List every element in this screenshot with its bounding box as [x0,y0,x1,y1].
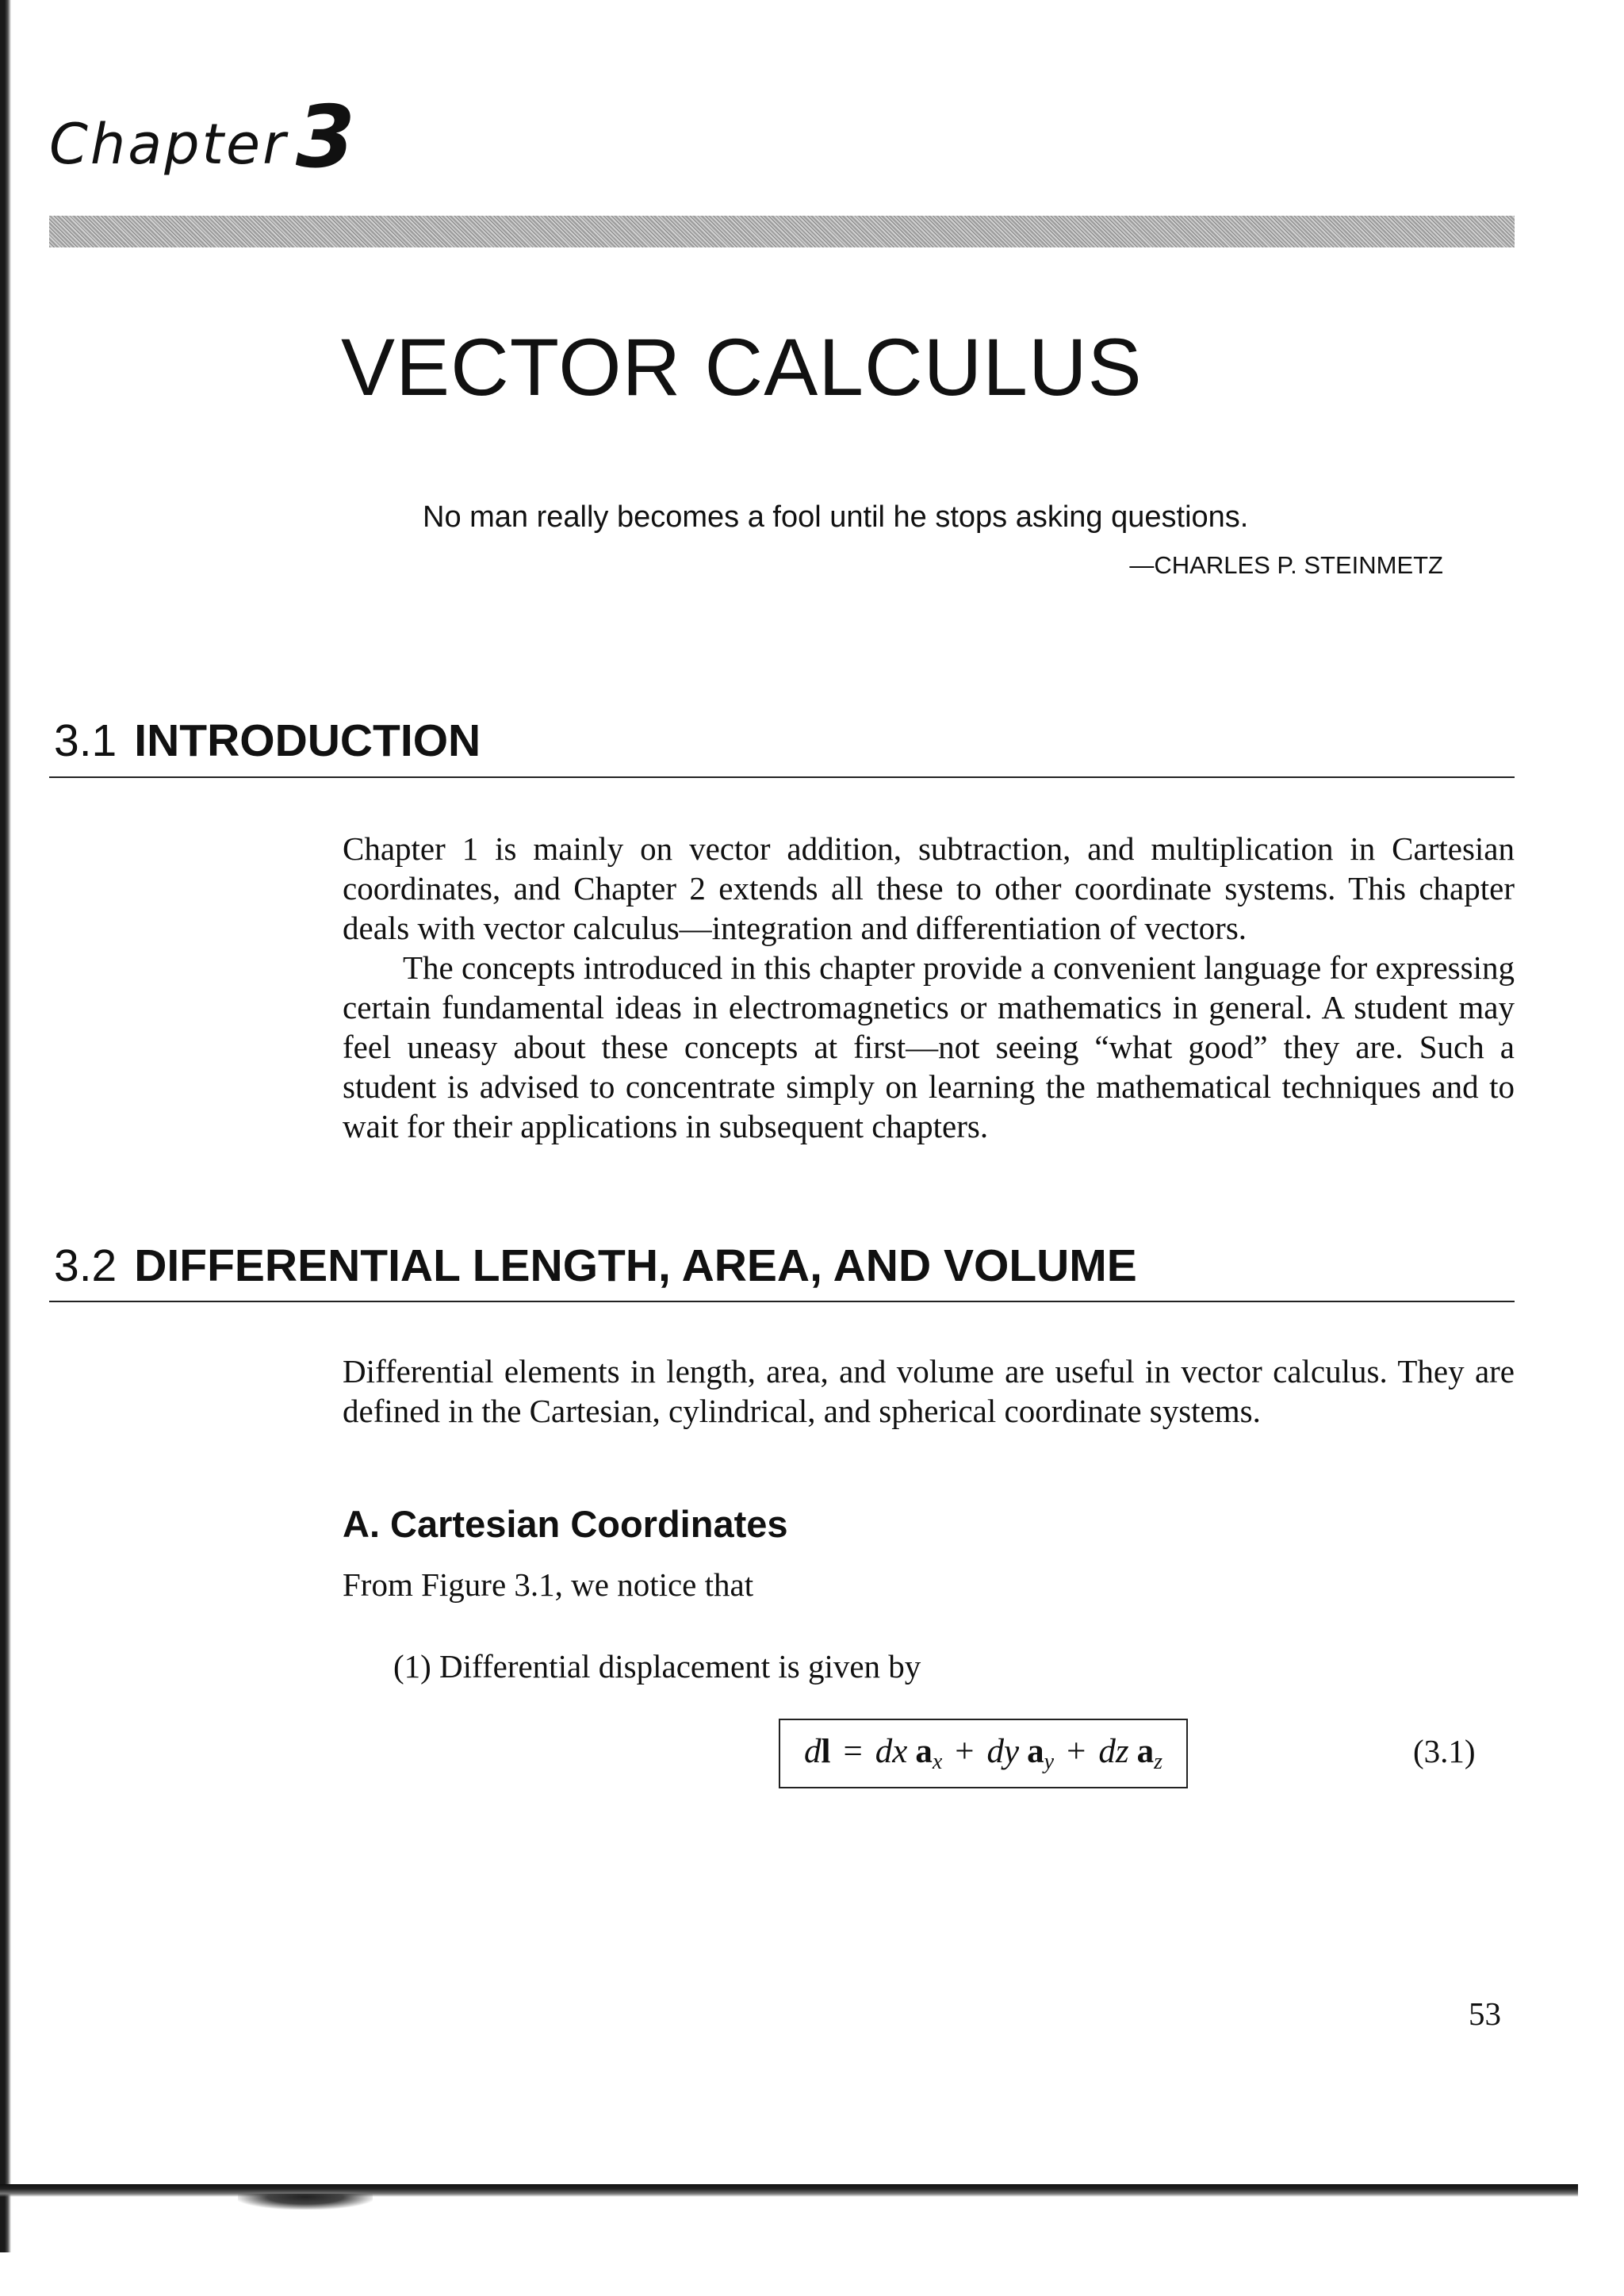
section-rule [49,1301,1515,1302]
lead-sentence: From Figure 3.1, we notice that [343,1566,754,1603]
page-edge-shadow [0,0,11,2252]
page-number: 53 [1469,1995,1501,2032]
section-number: 3.2 [54,1240,117,1291]
epigraph-author: —CHARLES P. STEINMETZ [1129,551,1443,579]
body-paragraph: Differential elements in length, area, and volume are useful in vector calculus. They are defined in the Cartesian, cylindrical, and spherical coordinate systems. [343,1353,1515,1429]
chapter-title: VECTOR CALCULUS [341,322,1143,412]
page-edge-shadow [238,2194,373,2210]
equation-number: (3.1) [1413,1733,1476,1769]
section-title: INTRODUCTION [134,715,481,766]
equation-box [779,1719,1188,1788]
page-edge-shadow [0,2184,1578,2197]
chapter-label-text: Chapter [49,112,288,177]
epigraph-quote: No man really becomes a fool until he stops asking questions. [423,500,1249,534]
section-heading-3-1 [54,715,481,766]
chapter-number: 3 [295,88,358,187]
section-heading-3-2 [54,1240,1137,1291]
section-number: 3.1 [54,715,117,766]
section-title: DIFFERENTIAL LENGTH, AREA, AND VOLUME [134,1240,1137,1291]
list-item: (1) Differential displacement is given by [393,1648,921,1685]
chapter-label [49,88,358,187]
chapter-decorative-rule [49,216,1515,247]
subsection-heading: A. Cartesian Coordinates [343,1503,788,1545]
body-paragraph: The concepts introduced in this chapter provide a convenient language for expressing certain fundamental ideas in electromagnetics or mathematics in general. A student may feel uneasy about these concepts at first—not seeing “what good” they are. Such a student is advised to concentrate simply on learning the mathematical techniques and to wait for their applications in subsequent chapters. [343,949,1515,1144]
section-rule [49,776,1515,778]
equation: dl = dx $a_x$ + dy $a_y$ + dz $a_z$ [804,1733,1162,1774]
body-paragraph: Chapter 1 is mainly on vector addition, subtraction, and multiplication in Cartesian coordinates, and Chapter 2 extends all these to other coordinate systems. This chapter deals with vector calculus—integration and differentiation of vectors. [343,830,1515,946]
